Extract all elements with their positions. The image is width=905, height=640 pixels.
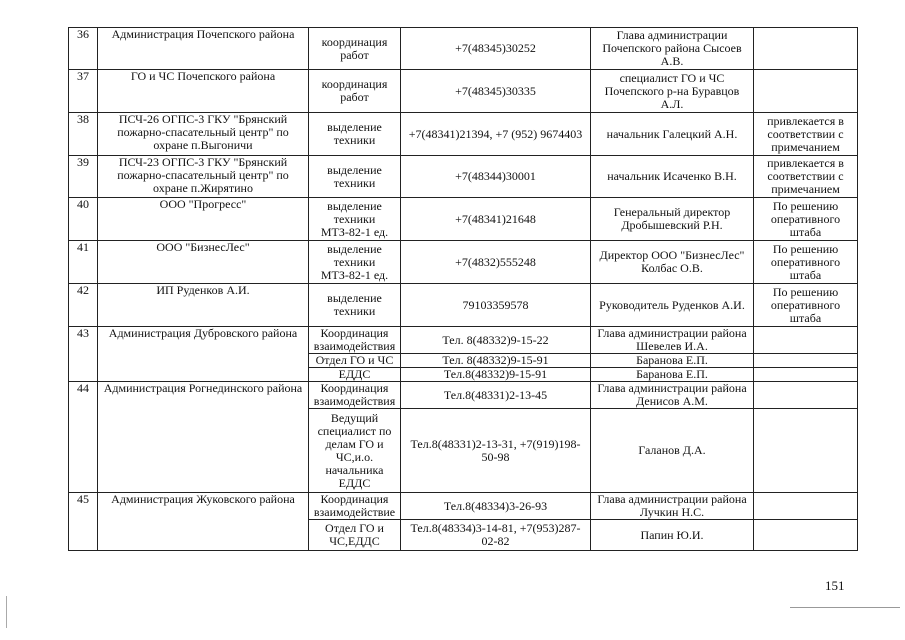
- row-number: 42: [69, 284, 98, 327]
- row-number: 44: [69, 382, 98, 493]
- table-row: [69, 113, 858, 156]
- function-cell: координация работ: [309, 28, 401, 70]
- function-cell: Отдел ГО и ЧС,ЕДДС: [309, 520, 401, 551]
- row-number: 36: [69, 28, 98, 70]
- organization-cell: ПСЧ-23 ОГПС-3 ГКУ "Брянский пожарно-спасательный центр" по охране п.Жирятино: [98, 156, 309, 198]
- table-row: [69, 241, 858, 284]
- note-cell: По решению оперативного штаба: [754, 198, 858, 241]
- contact-cell: Глава администрации района Денисов А.М.: [591, 382, 754, 409]
- phone-cell: Тел.8(48334)3-26-93: [401, 493, 591, 520]
- row-number: 37: [69, 70, 98, 113]
- note-cell: [754, 354, 858, 368]
- phone-cell: +7(48345)30335: [401, 70, 591, 113]
- function-cell: выделение техники: [309, 156, 401, 198]
- organization-cell: ГО и ЧС Почепского района: [98, 70, 309, 113]
- function-cell: координация работ: [309, 70, 401, 113]
- note-cell: привлекается в соответствии с примечанием: [754, 113, 858, 156]
- organization-cell: ООО "Прогресс": [98, 198, 309, 241]
- table-row: [69, 70, 858, 113]
- contact-cell: Директор ООО "БизнесЛес" Колбас О.В.: [591, 241, 754, 284]
- contact-cell: Руководитель Руденков А.И.: [591, 284, 754, 327]
- row-number: 41: [69, 241, 98, 284]
- contact-cell: Глава администрации Почепского района Сысоев А.В.: [591, 28, 754, 70]
- note-cell: [754, 520, 858, 551]
- function-cell: Координация взаимодействия: [309, 382, 401, 409]
- phone-cell: +7(48341)21394, +7 (952) 9674403: [401, 113, 591, 156]
- contact-cell: Глава администрации района Шевелев И.А.: [591, 327, 754, 354]
- organization-cell: ООО "БизнесЛес": [98, 241, 309, 284]
- function-cell: ЕДДС: [309, 368, 401, 382]
- phone-cell: Тел.8(48331)2-13-45: [401, 382, 591, 409]
- note-cell: [754, 327, 858, 354]
- phone-cell: Тел. 8(48332)9-15-91: [401, 354, 591, 368]
- function-cell: Координация взаимодействие: [309, 493, 401, 520]
- contact-cell: начальник Исаченко В.Н.: [591, 156, 754, 198]
- contact-cell: Баранова Е.П.: [591, 354, 754, 368]
- function-cell: выделение техники: [309, 284, 401, 327]
- footer-rule: [790, 607, 900, 608]
- function-cell: выделение техники: [309, 113, 401, 156]
- note-cell: привлекается в соответствии с примечанием: [754, 156, 858, 198]
- organization-cell: Администрация Дубровского района: [98, 327, 309, 382]
- note-cell: [754, 28, 858, 70]
- note-cell: [754, 493, 858, 520]
- table-row: [69, 327, 858, 354]
- note-cell: [754, 382, 858, 409]
- note-cell: По решению оперативного штаба: [754, 241, 858, 284]
- phone-cell: Тел.8(48334)3-14-81, +7(953)287-02-82: [401, 520, 591, 551]
- organization-cell: Администрация Жуковского района: [98, 493, 309, 551]
- organization-cell: Администрация Рогнединского района: [98, 382, 309, 493]
- organization-cell: ИП Руденков А.И.: [98, 284, 309, 327]
- function-cell: Ведущий специалист по делам ГО и ЧС,и.о. начальника ЕДДС: [309, 409, 401, 493]
- contact-cell: Генеральный директор Дробышевский Р.Н.: [591, 198, 754, 241]
- organization-cell: ПСЧ-26 ОГПС-3 ГКУ "Брянский пожарно-спасательный центр" по охране п.Выгоничи: [98, 113, 309, 156]
- table-row: [69, 493, 858, 520]
- contacts-table: [68, 27, 858, 551]
- table-row: [69, 156, 858, 198]
- note-cell: [754, 70, 858, 113]
- table-row: [69, 28, 858, 70]
- function-cell: выделение техники МТЗ-82-1 ед.: [309, 241, 401, 284]
- row-number: 45: [69, 493, 98, 551]
- phone-cell: +7(48344)30001: [401, 156, 591, 198]
- contact-cell: Галанов Д.А.: [591, 409, 754, 493]
- row-number: 40: [69, 198, 98, 241]
- table-row: [69, 382, 858, 409]
- function-cell: Отдел ГО и ЧС: [309, 354, 401, 368]
- phone-cell: Тел.8(48331)2-13-31, +7(919)198-50-98: [401, 409, 591, 493]
- contact-cell: начальник Галецкий А.Н.: [591, 113, 754, 156]
- phone-cell: +7(48345)30252: [401, 28, 591, 70]
- phone-cell: +7(48341)21648: [401, 198, 591, 241]
- table-row: [69, 284, 858, 327]
- note-cell: [754, 368, 858, 382]
- phone-cell: Тел.8(48332)9-15-91: [401, 368, 591, 382]
- function-cell: Координация взаимодействия: [309, 327, 401, 354]
- organization-cell: Администрация Почепского района: [98, 28, 309, 70]
- function-cell: выделение техники МТЗ-82-1 ед.: [309, 198, 401, 241]
- contact-cell: Папин Ю.И.: [591, 520, 754, 551]
- scan-mark: [6, 596, 7, 628]
- contact-cell: Баранова Е.П.: [591, 368, 754, 382]
- note-cell: По решению оперативного штаба: [754, 284, 858, 327]
- row-number: 38: [69, 113, 98, 156]
- page-number: 151: [825, 578, 845, 593]
- row-number: 39: [69, 156, 98, 198]
- contact-cell: Глава администрации района Лучкин Н.С.: [591, 493, 754, 520]
- row-number: 43: [69, 327, 98, 382]
- note-cell: [754, 409, 858, 493]
- phone-cell: +7(4832)555248: [401, 241, 591, 284]
- contact-cell: специалист ГО и ЧС Почепского р-на Буравцов А.Л.: [591, 70, 754, 113]
- phone-cell: Тел. 8(48332)9-15-22: [401, 327, 591, 354]
- table-row: [69, 198, 858, 241]
- phone-cell: 79103359578: [401, 284, 591, 327]
